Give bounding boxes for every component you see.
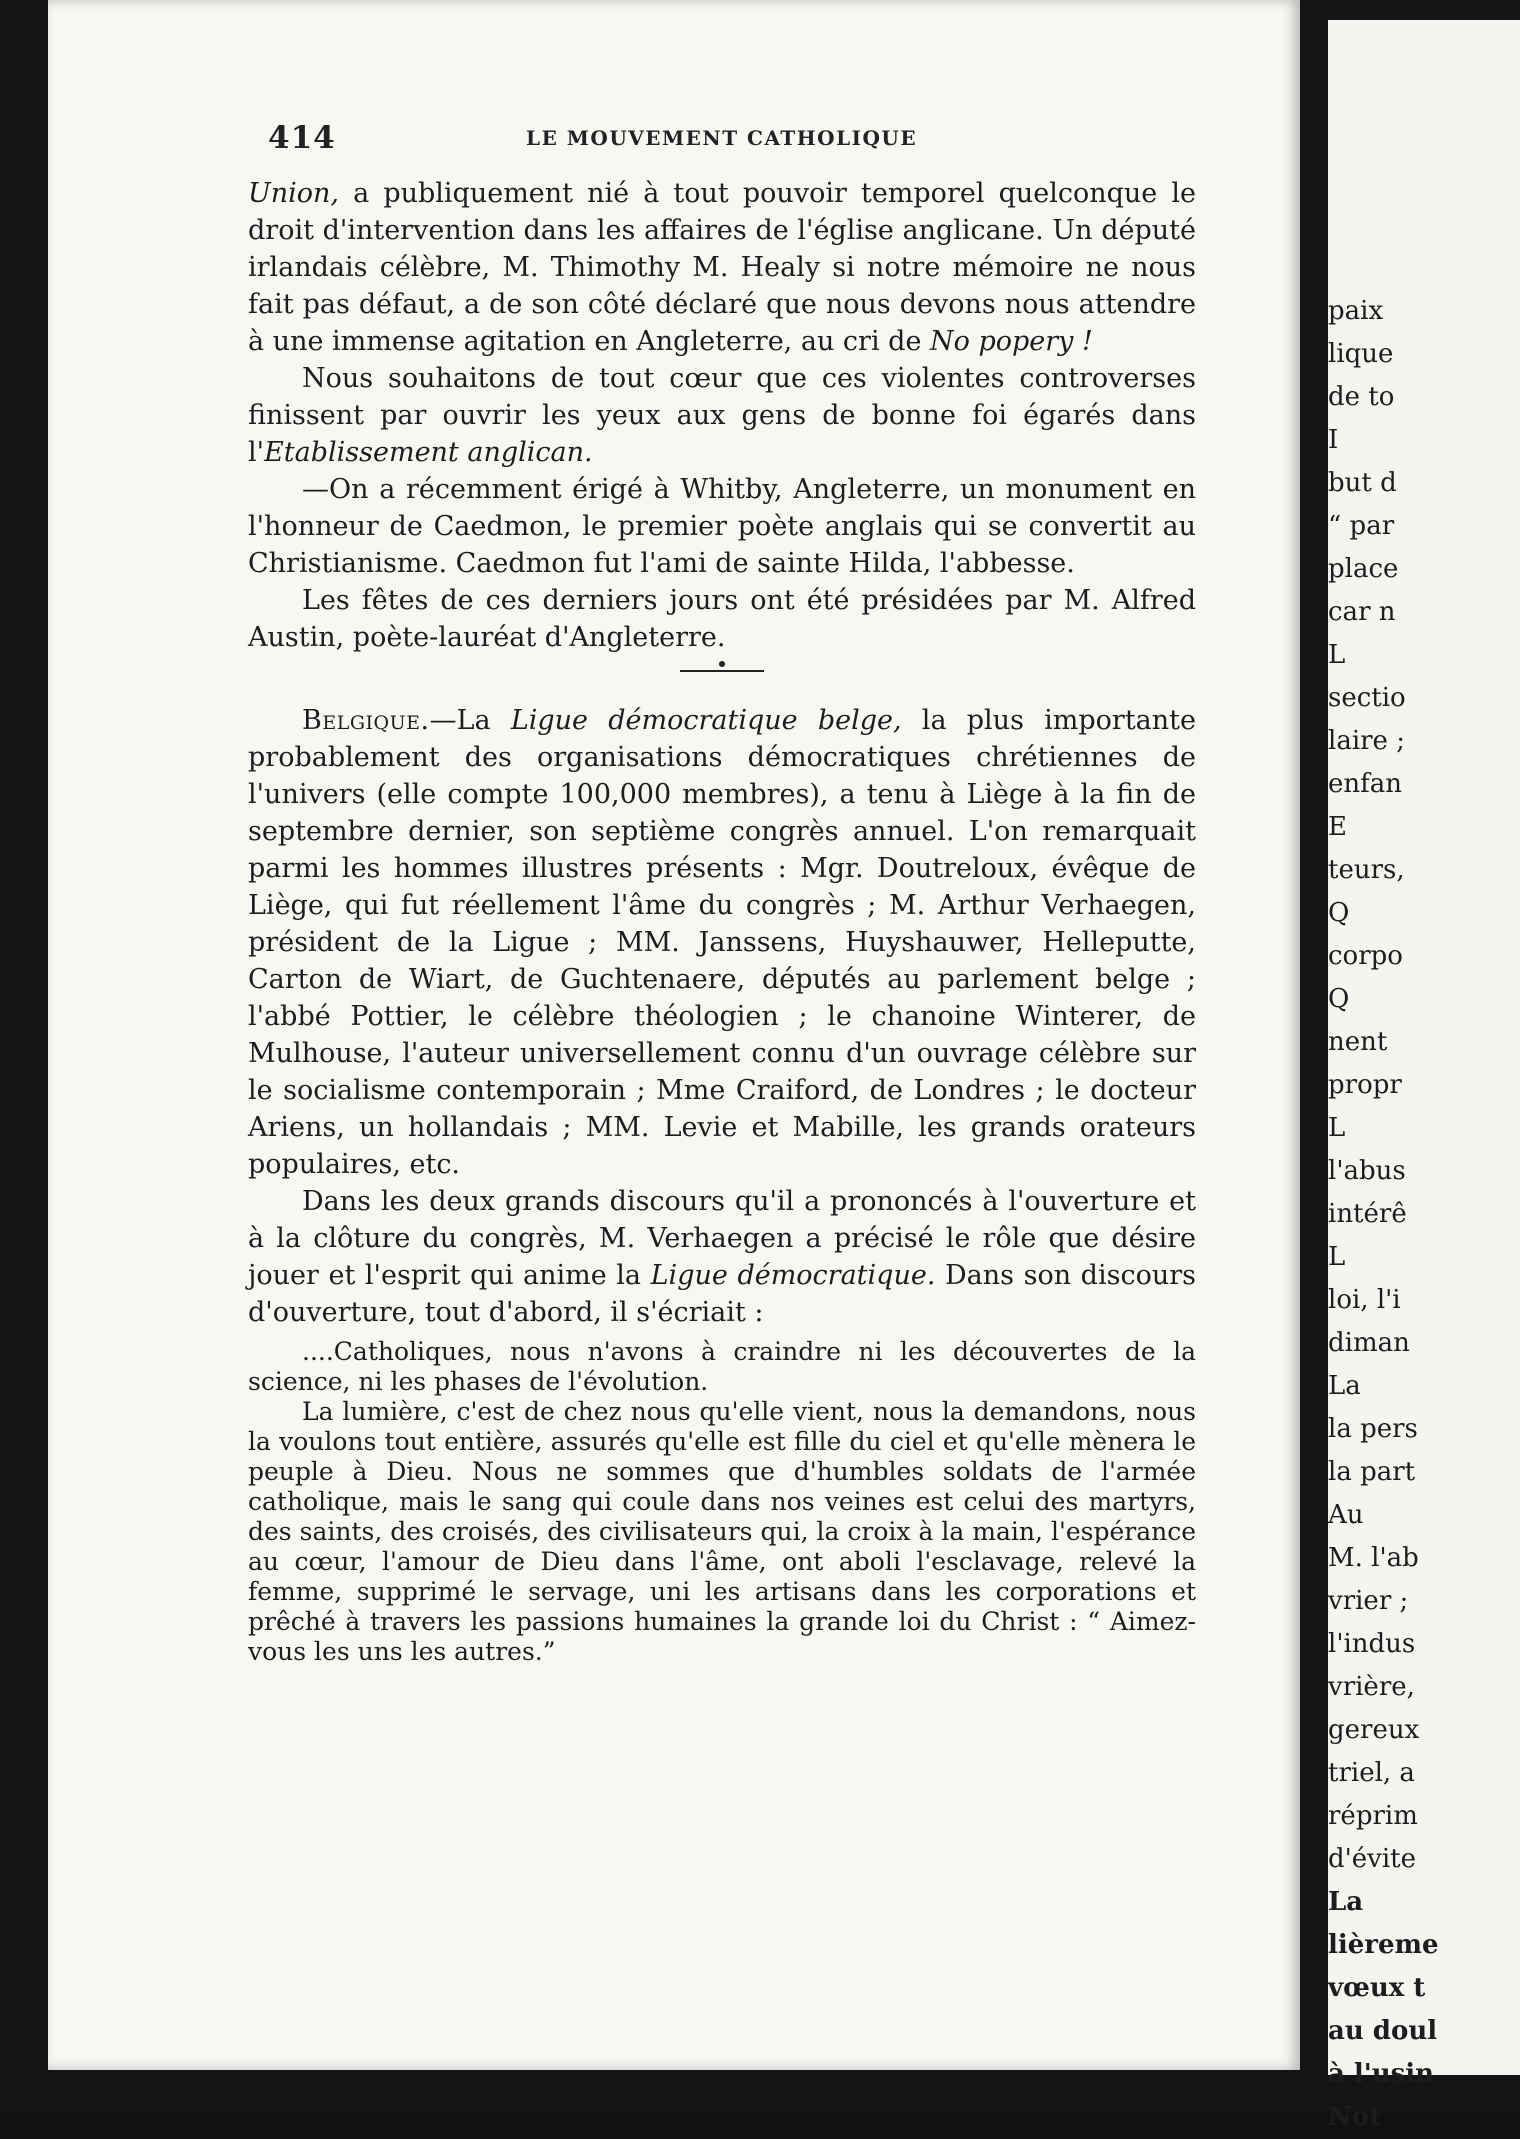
- facing-page-line: propr: [1328, 1070, 1402, 1100]
- facing-page-line: de to: [1328, 382, 1395, 412]
- facing-page-line: au doul: [1328, 2016, 1438, 2046]
- dash: —La: [429, 705, 511, 736]
- facing-page-line: l'indus: [1328, 1629, 1416, 1659]
- paragraph-belgique-text: la plus importante probablement des organisations démocratiques chrétiennes de l'univers (elle compte 100,000 membres), a tenu à Liège à la fin de septembre dernier, son septième congrès annuel. L'on remarquait parmi les hommes illustres présents : Mgr. Doutreloux, évêque de Liège, qui fut réellement l'âme du congrès ; M. Arthur Verhaegen, président de la Ligue ; MM. Janssens, Huyshauwer, Helleputte, Carton de Wiart, de Guchtenaere, députés au parlement belge ; l'abbé Pottier, le célèbre théologien ; le chanoine Winterer, de Mulhouse, l'auteur universellement connu d'un ouvrage célèbre sur le socialisme contemporain ; Mme Craiford, de Londres ; le docteur Ariens, un hollandais ; MM. Levie et Mabille, les grands orateurs populaires, etc.: [248, 705, 1196, 1180]
- facing-page-line: la part: [1328, 1457, 1416, 1487]
- quote-paragraph-1: ....Catholiques, nous n'avons à craindre ni les découvertes de la science, ni les phases de l'évolution.: [248, 1337, 1196, 1396]
- italic-union: Union,: [248, 178, 340, 209]
- paragraph-whitby: —On a récemment érigé à Whitby, Angleterre, un monument en l'honneur de Caedmon, le premier poète anglais qui se convertit au Christianisme. Caedmon fut l'ami de sainte Hilda, l'abbesse.: [248, 474, 1196, 579]
- facing-page-line: enfan: [1328, 769, 1403, 799]
- facing-page-line: M. l'ab: [1328, 1543, 1419, 1573]
- italic-ligue-democratique: Ligue démocratique.: [650, 1260, 936, 1291]
- running-title: LE MOUVEMENT CATHOLIQUE: [526, 126, 918, 150]
- paragraph-discours: [248, 1183, 1196, 1331]
- block-quote: [248, 1337, 1196, 1667]
- paragraph-controverses: [248, 360, 1196, 471]
- facing-page-line: place: [1328, 554, 1399, 584]
- facing-page-text: [1328, 290, 1520, 2139]
- facing-page-line: sectio: [1328, 683, 1406, 713]
- facing-page-line: L: [1328, 640, 1346, 670]
- facing-page-line: laire ;: [1328, 726, 1405, 756]
- facing-page-line: l'abus: [1328, 1156, 1406, 1186]
- facing-page-line: E: [1328, 812, 1347, 842]
- running-head: [268, 120, 1168, 160]
- main-text: [248, 175, 1196, 1667]
- facing-page-line: à l'usin: [1328, 2059, 1435, 2089]
- italic-etablissement: Etablissement anglican.: [264, 437, 593, 468]
- quote-paragraph-2: La lumière, c'est de chez nous qu'elle vient, nous la demandons, nous la voulons tout entière, assurés qu'elle est fille du ciel et qu'elle mènera le peuple à Dieu. Nous ne sommes que d'humbles soldats de l'armée catholique, mais le sang qui coule dans nos veines est celui des martyrs, des saints, des croisés, des civilisateurs qui, la croix à la main, l'espérance au cœur, l'amour de Dieu dans l'âme, ont aboli l'esclavage, relevé la femme, supprimé le servage, uni les artisans dans les corporations et prêché à travers les passions humaines la grande loi du Christ : “ Aimez-vous les uns les autres.”: [248, 1397, 1196, 1666]
- facing-page-line: corpo: [1328, 941, 1403, 971]
- facing-page-line: vrière,: [1328, 1672, 1415, 1702]
- paragraph-union: [248, 175, 1196, 360]
- section-divider: [680, 670, 764, 672]
- facing-page-line: la pers: [1328, 1414, 1418, 1444]
- facing-page-line: lique: [1328, 339, 1394, 369]
- facing-page-line: Q: [1328, 898, 1350, 928]
- facing-page: [1328, 20, 1520, 2132]
- facing-page-line: vœux t: [1328, 1973, 1426, 2003]
- facing-page-line: “ par: [1328, 511, 1395, 541]
- facing-page-line: Q: [1328, 984, 1350, 1014]
- facing-page-line: La: [1328, 1887, 1364, 1917]
- facing-page-line: gereux: [1328, 1715, 1420, 1745]
- page-number: 414: [268, 120, 336, 156]
- facing-page-line: diman: [1328, 1328, 1410, 1358]
- facing-page-line: intérê: [1328, 1199, 1407, 1229]
- paragraph-controverses-text: Nous souhaitons de tout cœur que ces violentes controverses finissent par ouvrir les yeux aux gens de bonne foi égarés dans l': [248, 363, 1196, 468]
- facing-page-line: I: [1328, 425, 1339, 455]
- facing-page-line: triel, a: [1328, 1758, 1415, 1788]
- facing-page-line: L: [1328, 1242, 1346, 1272]
- facing-page-line: teurs,: [1328, 855, 1405, 885]
- facing-page-line: loi, l'i: [1328, 1285, 1401, 1315]
- facing-page-line: L: [1328, 1113, 1346, 1143]
- facing-page-line: car n: [1328, 597, 1396, 627]
- italic-no-popery: No popery !: [930, 326, 1093, 357]
- heading-belgique: Belgique.: [302, 705, 430, 736]
- facing-page-line: réprim: [1328, 1801, 1418, 1831]
- italic-ligue: Ligue démocratique belge,: [510, 705, 902, 736]
- facing-page-line: nent: [1328, 1027, 1388, 1057]
- facing-page-line: but d: [1328, 468, 1397, 498]
- facing-page-line: d'évite: [1328, 1844, 1417, 1874]
- facing-page-line: Not: [1328, 2102, 1382, 2132]
- paragraph-belgique: [248, 702, 1196, 1183]
- facing-page-line: vrier ;: [1328, 1586, 1409, 1616]
- facing-page-line: lièreme: [1328, 1930, 1439, 1960]
- facing-page-line: paix: [1328, 296, 1384, 326]
- paragraph-discours-end: Dans son discours d'ouverture, tout d'abord, il s'écriait :: [248, 1260, 1196, 1328]
- facing-page-line: Au: [1328, 1500, 1364, 1530]
- facing-page-line: La: [1328, 1371, 1361, 1401]
- paragraph-discours-text: Dans les deux grands discours qu'il a prononcés à l'ouverture et à la clôture du congrès, M. Verhaegen a précisé le rôle que désire jouer et l'esprit qui anime la: [248, 1186, 1196, 1291]
- paragraph-union-text: a publiquement nié à tout pouvoir temporel quelconque le droit d'intervention dans les affaires de l'église anglicane. Un député irlandais célèbre, M. Thimothy M. Healy si notre mémoire ne nous fait pas défaut, a de son côté déclaré que nous devons nous attendre à une immense agitation en Angleterre, au cri de: [248, 178, 1196, 357]
- paragraph-fetes: Les fêtes de ces derniers jours ont été présidées par M. Alfred Austin, poète-lauréat d'Angleterre.: [248, 585, 1196, 653]
